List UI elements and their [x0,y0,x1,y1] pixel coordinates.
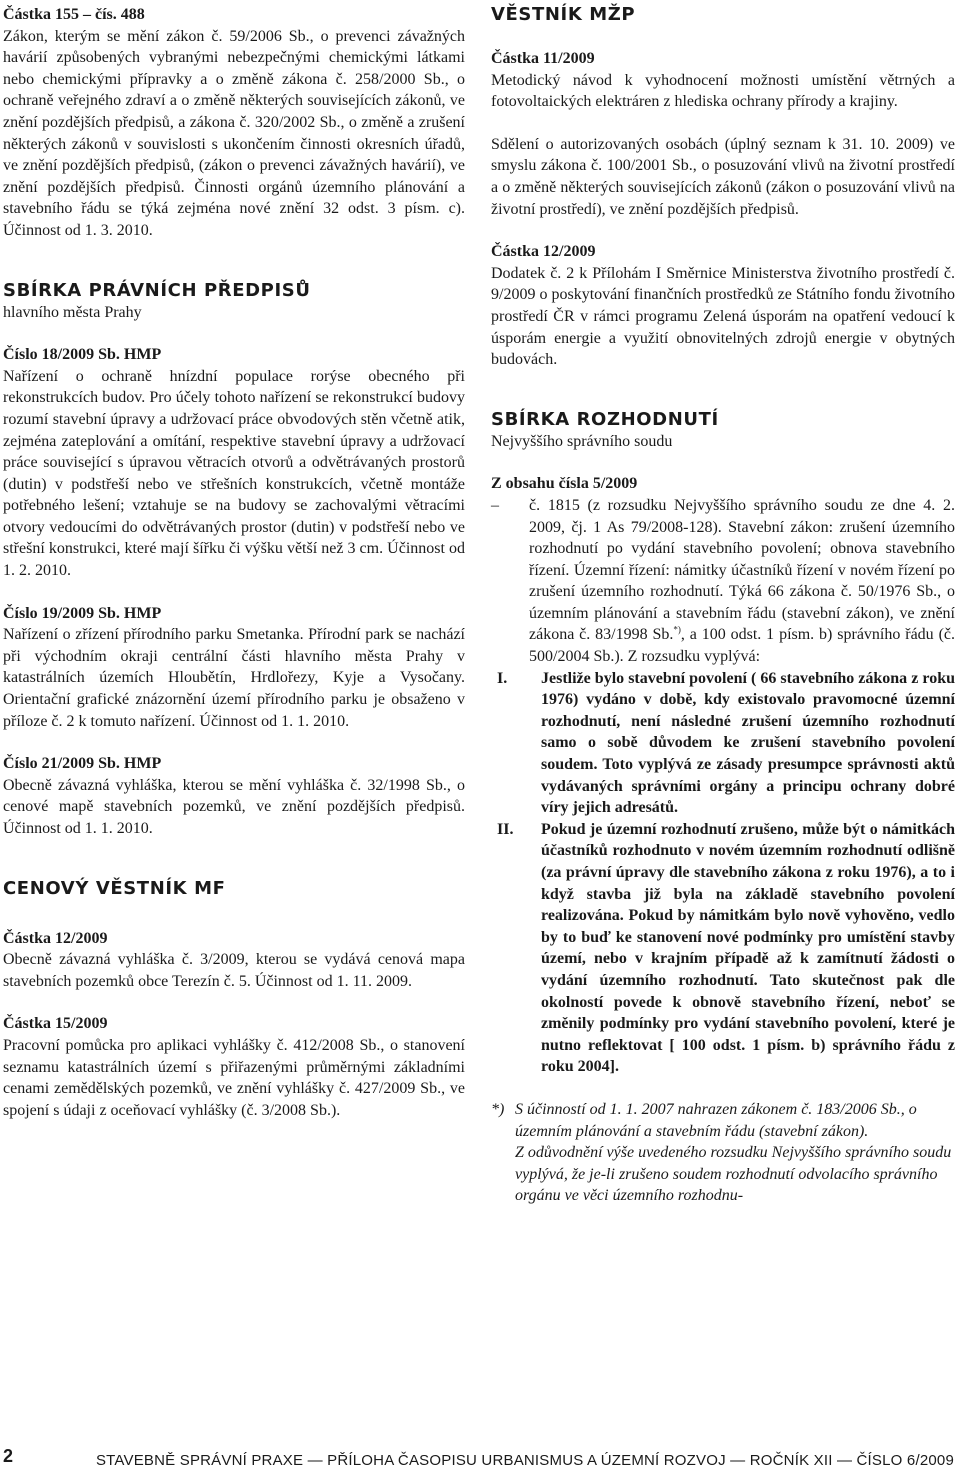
entry-body: Nařízení o zřízení přírodního parku Smetanka. Přírodní park se nachází při východním okraji centrální části hlavního města Prahy v katastrálních územích Hloubětín, Hrdlořezy, Kyje a Vysočany. Orientační grafické znázornění území přírodního parku je obsaženo v příloze č. 2 k tomuto nařízení. Účinnost od 1. 1. 2010. [3,626,465,730]
section-sbirka-predpisu [3,280,465,840]
entry-heading: Číslo 21/2009 Sb. HMP [3,755,162,773]
ruling-point [491,668,955,819]
section-title: CENOVÝ VĚSTNÍK MF [3,877,226,899]
list-item [3,1013,465,1121]
entry-body: Sdělení o autorizovaných osobách (úplný seznam k 31. 10. 2009) ve smyslu zákona č. 100/2001 Sb., o posuzování vlivů na životní prostředí a o změně některých souvisejících zákonů (zákon o posuzování vlivů na životní prostředí), ve znění pozdějších předpisů. [491,135,955,218]
ruling-text: Jestliže bylo stavební povolení ( 66 stavebního zákona z roku 1976) vydáno v době, kdy existovalo pravomocné územní rozhodnutí, není následné zrušení územního rozhodnutí samo o sobě důvodem ke zrušení stavebního povolení soudem. Toto vyplývá ze zásady presumpce správnosti aktů vydávaných správními orgány a principu ochrany dobré víry jejich adresátů. [541,669,955,817]
footnote-text [515,1099,955,1207]
list-item [491,241,955,371]
list-marker: – [491,496,499,514]
section-subtitle: Nejvyššího správního soudu [491,432,673,450]
left-column [3,4,465,1121]
section-vestnik-mzp [491,4,955,371]
footnote [491,1099,955,1207]
intro-entry [3,4,465,242]
section-title: SBÍRKA ROZHODNUTÍ [491,408,719,430]
entry-body: Metodický návod k vyhodnocení možnosti umístění větrných a fotovoltaických elektráren z hlediska ochrany přírody a krajiny. [491,71,955,111]
section-title: VĚSTNÍK MŽP [491,4,636,25]
entry-heading: Částka 11/2009 [491,50,595,67]
footnote-marker: *) [491,1100,505,1118]
entry-body: Dodatek č. 2 k Přílohám I Směrnice Ministerstva životního prostředí č. 9/2009 o poskytování finančních prostředků ze Státního fondu životního prostředí ČR v rámci programu Zelená úsporám na opatření vedoucí k úsporám energie a využití obnovitelných zdrojů energie v obytných budovách. [491,264,955,369]
footnote-line: S účinností od 1. 1. 2007 nahrazen zákonem č. 183/2006 Sb., o územním plánování a stavebním řádu (stavební zákon). [515,1100,917,1140]
entry-body: Nařízení o ochraně hnízdní populace rorýse obecného při rekonstrukcích budov. Pro účely tohoto nařízení se rekonstrukcí budovy rozumí stavební úpravy a udržovací práce obvodových stěn včetně atik, zejména zateplování a omítání, respektive stavební úpravy a udržovací práce související s úpravou větracích otvorů a odvětrávaných prostorů (dutin) v podstřeší nebo ve střešních konstrukcích, včetně montáže potřebného lešení; vztahuje se na budovy se zachovalými větracími otvory vedoucími do odvětrávaných prostor (dutin) v podstřeší nebo ve střešní konstrukci, které mají šířku či výšku větší než 3 cm. Účinnost od 1. 2. 2010. [3,367,465,580]
entry-body: Pracovní pomůcka pro aplikaci vyhlášky č. 412/2008 Sb., o stanovení seznamu katastrálních území s přiřazenými průměrnými základními cenami zemědělských pozemků, ve znění vyhlášky č. 427/2009 Sb., ve spojení s údaji z oceňovací vyhlášky (č. 3/2008 Sb.). [3,1036,465,1119]
decision-entry [491,495,955,668]
decision-summary [529,495,955,668]
section-cenovy-vestnik [3,878,465,1122]
running-footer: STAVEBNĚ SPRÁVNÍ PRAXE — PŘÍLOHA ČASOPISU URBANISMUS A ÚZEMNÍ ROZVOJ — ROČNÍK XII — ČÍSLO 6/2009 [95,1452,954,1469]
section-sbirka-rozhodnuti [491,409,955,1207]
entry-heading: Částka 12/2009 [3,929,108,947]
footnote-ref: *) [673,625,681,636]
entry-heading: Částka 12/2009 [491,243,596,261]
section-subtitle: hlavního města Prahy [3,303,142,321]
entry-body: Obecně závazná vyhláška, kterou se mění vyhláška č. 32/1998 Sb., o cenové mapě stavebních pozemků, ve znění pozdějších předpisů. Účinnost od 1. 1. 2010. [3,776,465,837]
page-number: 2 [3,1446,14,1466]
entry-heading: Číslo 18/2009 Sb. HMP [3,346,162,364]
list-item [3,344,465,582]
list-item [491,48,955,113]
entry-body: Zákon, kterým se mění zákon č. 59/2006 Sb., o prevenci závažných havárií způsobených vybranými nebezpečnými chemickými látkami nebo chemickými přípravky a o změně zákona č. 258/2000 Sb., o ochraně veřejného zdraví a o změně některých souvisejících zákonů, ve znění pozdějších předpisů, a zákona č. 320/2002 Sb., o změně a zrušení některých zákonů v souvislosti s ukončením činnosti okresních úřadů, ve znění pozdějších předpisů, (zákon o prevenci závažných havárií), ve znění pozdějších předpisů. Činnosti orgánů územního plánování a stavebního řádu se týká zejména nové znění 32 odst. 3 písm. c). Účinnost od 1. 3. 2010. [3,27,465,239]
ruling-text: Pokud je územní rozhodnutí zrušeno, může být o námitkách účastníků rozhodnuto v novém územním rozhodnutí odlišně (za právní úpravy dle stavebního zákona z roku 1976), a to i když stavba již byla na základě stavebního povolení realizována. Pokud by námitkám bylo nově vyhověno, vedlo by to buď ke stanovení nové podmínky pro umístění stavby území, nebo v krajním případě až k zamítnutí žádosti o vydání územního rozhodnutí. Tato skutečnost pak dle okolností povede k obnově stavebního řízení, neboť se změnily podmínky pro vydání stavebního povolení, které je nutno reflektovat [ 100 odst. 1 písm. b) správního řádu z roku 2004]. [541,820,955,1076]
ruling-marker: I. [497,669,508,687]
entry-heading: Částka 15/2009 [3,1015,108,1033]
section-title: SBÍRKA PRÁVNÍCH PŘEDPISŮ [3,279,311,301]
ruling-point [491,819,955,1078]
issue-heading: Z obsahu čísla 5/2009 [491,475,638,493]
list-item [3,603,465,733]
decision-summary-lead: č. 1815 (z rozsudku Nejvyššího správního soudu ze dne 4. 2. 2009, čj. 1 As 79/2008-128). Stavební zákon: zrušení územního rozhodnutí po vydání stavebního povolení; obnova stavebního řízení. Územní řízení: námitky účastníků řízení v novém řízení po zrušení územního rozhodnutí. Týká 66 zákona č. 50/1976 Sb., o územním plánování a stavebním řádu (stavební zákon), ve znění zákona č. 83/1998 Sb. [529,496,955,644]
decision-summary-tail: , a 100 odst. 1 písm. b) správního řádu (č. 500/2004 Sb.). Z rozsudku vyplývá: [529,626,955,666]
entry-heading: Částka 155 – čís. 488 [3,6,145,23]
right-column [491,4,955,1207]
entry-heading: Číslo 19/2009 Sb. HMP [3,604,162,622]
entry-body: Obecně závazná vyhláška č. 3/2009, kterou se vydává cenová mapa stavebních pozemků obce Terezín č. 5. Účinnost od 1. 11. 2009. [3,951,465,990]
list-item [491,134,955,220]
list-item [3,753,465,839]
footnote-line: Z odůvodnění výše uvedeného rozsudku Nejvyššího správního soudu vyplývá, že je-li zrušeno soudem rozhodnutí odvolacího správního orgánu ve věci územního rozhodnu- [515,1144,952,1205]
ruling-marker: II. [497,820,514,838]
page-footer [0,1438,960,1468]
list-item [3,928,465,993]
